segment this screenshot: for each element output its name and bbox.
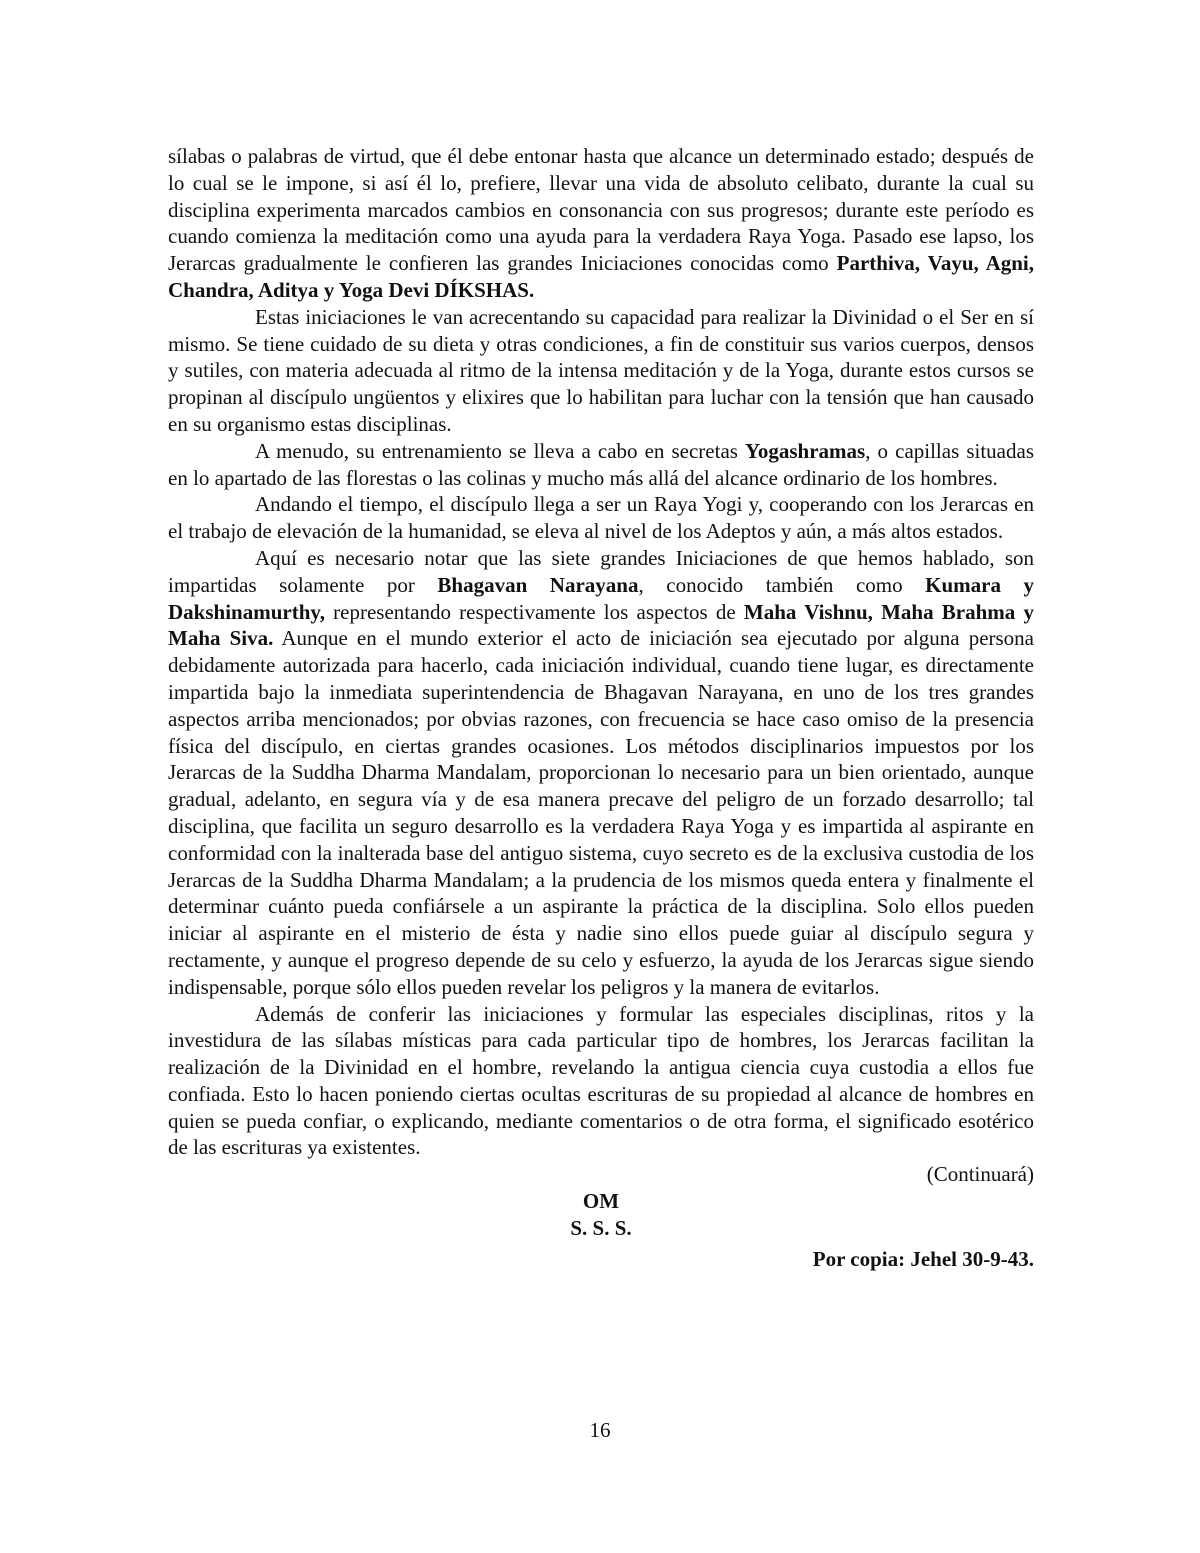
text-run: Andando el tiempo, el discípulo llega a ser un Raya Yogi y, cooperando con los Jerarcas en el trabajo de elevación de la humanidad, se eleva al nivel de los Adeptos y aún, a más altos estados. xyxy=(168,492,1034,544)
paragraph-p4 xyxy=(168,491,1034,545)
text-run: Aunque en el mundo exterior el acto de iniciación sea ejecutado por alguna persona debidamente autorizada para hacerlo, cada iniciación individual, cuando tiene lugar, es directamente impartida bajo la inmediata superintendencia de Bhagavan Narayana, en uno de los tres grandes aspectos arriba mencionados; por obvias razones, con frecuencia se hace caso omiso de la presencia física del discípulo, en ciertas grandes ocasiones. Los métodos disciplinarios impuestos por los Jerarcas de la Suddha Dharma Mandalam, proporcionan lo necesario para un bien orientado, aunque gradual, adelanto, en segura vía y de esa manera precave del peligro de un forzado desarrollo; tal disciplina, que facilita un seguro desarrollo es la verdadera Raya Yoga y es impartida al aspirante en conformidad con la inalterada base del antiguo sistema, cuyo secreto es de la exclusiva custodia de los Jerarcas de la Suddha Dharma Mandalam; a la prudencia de los mismos queda entera y finalmente el determinar cuánto pueda confiársele a un aspirante la práctica de la disciplina. Solo ellos pueden iniciar al aspirante en el misterio de ésta y nadie sino ellos puede guiar al discípulo segura y rectamente, y aunque el progreso depende de su celo y esfuerzo, la ayuda de los Jerarcas sigue siendo indispensable, porque sólo ellos pueden revelar los peligros y la manera de evitarlos. xyxy=(168,626,1035,999)
paragraph-list xyxy=(168,143,1034,1161)
text-run: sílabas o palabras de virtud, que él debe entonar hasta que alcance un determinado estado; después de lo cual se le impone, si así él lo, prefiere, llevar una vida de absoluto celibato, durante la cual su disciplina experimenta marcados cambios en consonancia con sus progresos; durante este período es cuando comienza la meditación como una ayuda para la verdadera Raya Yoga. Pasado ese lapso, los Jerarcas gradualmente le confieren las grandes Iniciaciones conocidas como xyxy=(168,144,1034,276)
copy-attribution: Por copia: Jehel 30-9-43. xyxy=(812,1246,1034,1271)
text-run: A menudo, su entrenamiento se lleva a cabo en secretas xyxy=(255,438,746,463)
paragraph-p6 xyxy=(168,1001,1034,1162)
bold-term: Kumara y Dakshinamurthy, xyxy=(168,572,1035,624)
text-run: Además de conferir las iniciaciones y formular las especiales disciplinas, ritos y la investidura de las sílabas místicas para cada particular tipo de hombres, los Jerarcas facilitan la realización de la Divinidad en el hombre, revelando la antigua ciencia cuya custodia a ellos fue confiada. Esto lo hacen poniendo ciertas ocultas escrituras de su propiedad al alcance de hombres en quien se pueda confiar, o explicando, mediante comentarios o de otra forma, el significado esotérico de las escrituras ya existentes. xyxy=(168,1001,1034,1160)
paragraph-p3 xyxy=(168,438,1034,492)
text-run: Aquí es necesario notar que las siete grandes Iniciaciones de que hemos hablado, son impartidas solamente por xyxy=(168,545,1034,597)
text-run: , o capillas situadas en lo apartado de las florestas o las colinas y mucho más allá del alcance ordinario de los hombres. xyxy=(168,438,1034,490)
page-number: 16 xyxy=(589,1418,611,1442)
text-run: representando respectivamente los aspectos de xyxy=(324,599,744,624)
text-run: Estas iniciaciones le van acrecentando su capacidad para realizar la Divinidad o el Ser en sí mismo. Se tiene cuidado de su dieta y otras condiciones, a fin de constituir sus varios cuerpos, densos y sutiles, con materia adecuada al ritmo de la intensa meditación y de la Yoga, durante estos cursos se propinan al discípulo ungüentos y elixires que lo habilitan para luchar con la tensión que han causado en su organismo estas disciplinas. xyxy=(168,304,1034,436)
sss-heading: S. S. S. xyxy=(570,1215,632,1240)
text-run: , conocido también como xyxy=(638,572,926,597)
document-body xyxy=(168,143,1034,1272)
bold-term: Maha Vishnu, Maha Brahma y Maha Siva. xyxy=(168,599,1034,651)
bold-term: Bhagavan Narayana xyxy=(437,572,639,597)
bold-term: Parthiva, Vayu, Agni, Chandra, Aditya y Yoga Devi DÍKSHAS. xyxy=(168,251,1034,302)
paragraph-p5 xyxy=(168,545,1034,1001)
paragraph-p1 xyxy=(168,143,1034,304)
paragraph-p2 xyxy=(168,304,1034,438)
om-heading: OM xyxy=(582,1189,620,1214)
continuara-note: (Continuará) xyxy=(926,1162,1034,1187)
bold-term: Yogashramas xyxy=(745,438,866,463)
